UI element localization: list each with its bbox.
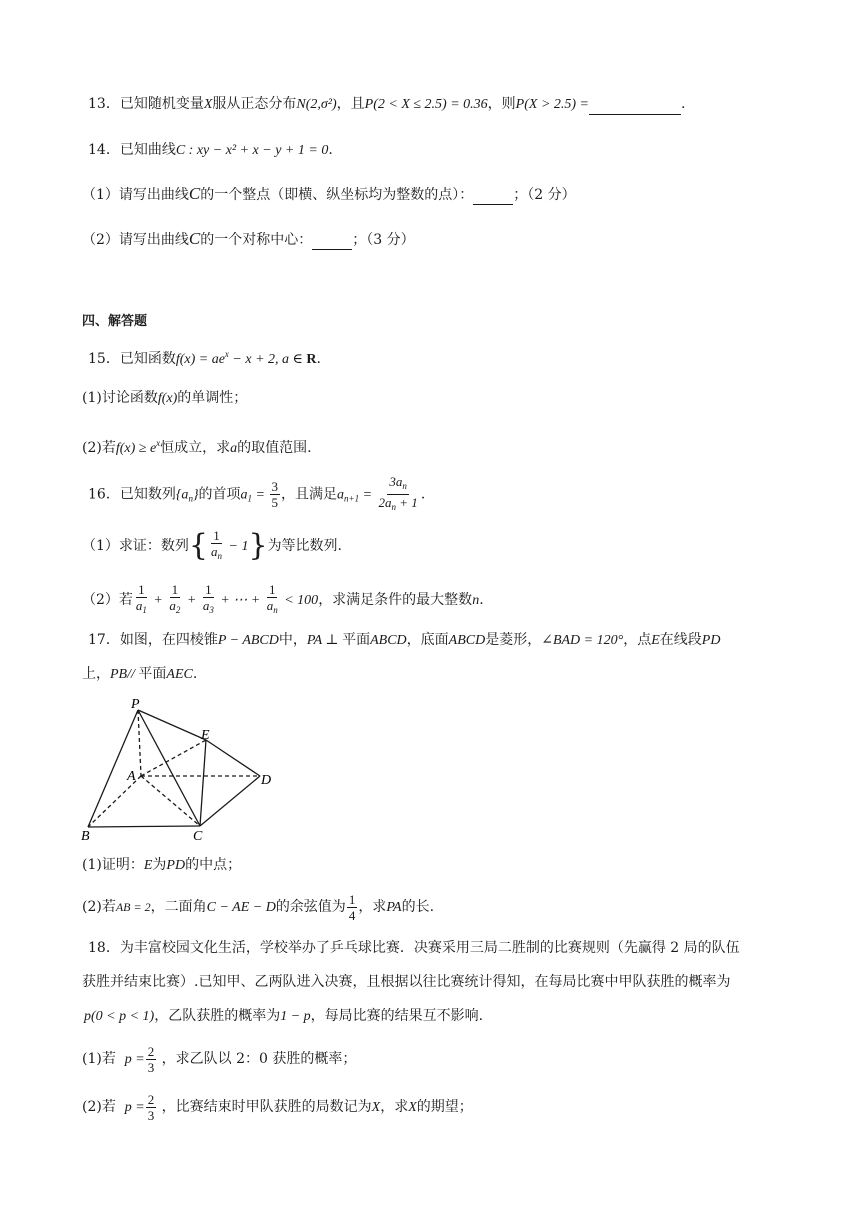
math: AB = 2 xyxy=(115,900,151,914)
pyramid-figure xyxy=(78,692,278,842)
label-P: P xyxy=(131,697,140,712)
section-title: 四、解答题 xyxy=(82,314,148,329)
math: 1 − p xyxy=(280,1009,311,1024)
text: (2)若 xyxy=(82,1099,116,1115)
text: 如图，在四棱锥 xyxy=(119,632,218,648)
question-15-part-1 xyxy=(82,388,247,409)
math: n xyxy=(402,481,407,491)
fraction xyxy=(265,582,280,618)
text: ；（2 分） xyxy=(513,187,576,203)
label-D: D xyxy=(261,773,272,788)
text: 恒成立，求 xyxy=(160,440,231,456)
fraction xyxy=(146,1092,157,1123)
text: (2)若 xyxy=(82,899,116,915)
question-number: 18． xyxy=(88,940,120,956)
math: E xyxy=(143,858,153,873)
question-13 xyxy=(88,94,685,115)
text: 已知数列 xyxy=(119,486,176,503)
denominator: 4 xyxy=(348,907,356,923)
edge-PA xyxy=(138,710,141,776)
edge-EC xyxy=(200,740,206,826)
math: + ⋯ + xyxy=(216,593,264,608)
text: ，每局比赛的结果互不影响. xyxy=(310,1008,484,1024)
math: N(2,σ²) xyxy=(296,97,337,112)
text: 的中点； xyxy=(185,857,242,873)
text: 的期望； xyxy=(416,1099,473,1115)
text: 的一个整点（即横、纵坐标均为整数的点）： xyxy=(200,187,474,203)
question-17-line-2 xyxy=(82,664,197,685)
math: C xyxy=(188,229,201,248)
math: 3a xyxy=(389,474,403,489)
fraction xyxy=(347,892,358,923)
math: x xyxy=(156,438,161,448)
denominator: 3 xyxy=(147,1059,155,1075)
text: （2）请写出曲线 xyxy=(82,232,189,248)
label-A: A xyxy=(127,769,136,784)
question-number: 14． xyxy=(88,142,120,158)
question-number: 15． xyxy=(88,351,120,367)
text: 上， xyxy=(82,666,110,682)
text: 的余弦值为 xyxy=(275,899,346,915)
math: AEC xyxy=(166,667,193,682)
math: x xyxy=(224,349,229,359)
numerator: 1 xyxy=(213,528,220,543)
math: 2a xyxy=(378,495,392,510)
math: − 1 xyxy=(225,539,249,554)
text: ，且 xyxy=(336,96,365,112)
text: ，求乙队以 2：0 获胜的概率； xyxy=(161,1051,357,1067)
text: . xyxy=(192,666,198,682)
math: f(x) ≥ e xyxy=(115,441,157,456)
text: ，乙队获胜的概率为 xyxy=(154,1008,281,1024)
math: p(0 < p < 1) xyxy=(84,1009,155,1024)
text: ，求 xyxy=(380,1099,409,1115)
question-15 xyxy=(88,344,321,370)
question-17-part-2 xyxy=(82,890,434,925)
text: 平面 xyxy=(138,666,167,682)
text: (1)证明： xyxy=(82,857,144,873)
text: （2）若 xyxy=(82,592,133,608)
math: a xyxy=(240,487,248,503)
question-15-part-2 xyxy=(82,433,312,459)
text: 已知随机变量 xyxy=(119,96,204,112)
edge-AE xyxy=(141,740,206,776)
edge-AC xyxy=(141,776,200,826)
math: C xyxy=(188,184,201,203)
math: PD xyxy=(701,633,721,648)
math: n xyxy=(472,593,480,608)
text: 中， xyxy=(278,632,307,648)
math: n xyxy=(391,502,397,512)
text: 服从正态分布 xyxy=(212,96,297,112)
math: p = xyxy=(124,1052,145,1067)
denominator: 5 xyxy=(271,495,278,510)
text: 为等比数列. xyxy=(267,538,343,554)
math: P(X > 2.5) = xyxy=(515,97,589,112)
math: a xyxy=(202,598,210,613)
edge-BC xyxy=(88,826,200,827)
text: . xyxy=(681,96,686,112)
text: ，则 xyxy=(487,96,516,112)
fraction xyxy=(134,582,149,618)
fraction xyxy=(146,1044,157,1075)
text: ，求满足条件的最大整数 xyxy=(318,592,473,608)
math: } xyxy=(192,487,199,503)
text: (1)讨论函数 xyxy=(82,390,158,406)
answer-blank[interactable] xyxy=(473,190,513,205)
question-14-part-2 xyxy=(82,229,415,250)
math: 2 xyxy=(175,605,181,615)
text: 的首项 xyxy=(198,486,241,503)
math: − x + 2, a ∈ xyxy=(228,352,307,367)
right-brace-icon: } xyxy=(248,528,268,563)
math: ∠BAD = 120° xyxy=(541,633,624,648)
text: . xyxy=(328,142,333,158)
numerator: 2 xyxy=(147,1091,155,1107)
text: 的一个对称中心： xyxy=(200,232,313,248)
text: 的取值范围. xyxy=(237,440,312,456)
math: = xyxy=(252,487,269,503)
text: 的单调性； xyxy=(177,390,248,406)
question-number: 13． xyxy=(88,96,120,112)
math: = xyxy=(359,487,376,503)
math: P − ABCD xyxy=(217,633,279,648)
question-17-part-1 xyxy=(82,855,241,876)
text: 为丰富校园文化生活，学校举办了乒乓球比赛．决赛采用三局二胜制的比赛规则（先赢得 2 局的队伍 xyxy=(119,940,740,956)
text: 获胜并结束比赛）.已知甲、乙两队进入决赛，且根据以往比赛统计得知，在每局比赛中甲队获胜的概率为 xyxy=(82,974,731,990)
numerator: 1 xyxy=(268,582,276,597)
math: C : xy − x² + x − y + 1 = 0 xyxy=(175,143,329,158)
math: a xyxy=(169,598,176,613)
math: PA xyxy=(386,900,402,915)
question-18-line-3 xyxy=(84,1006,483,1027)
math: n xyxy=(188,493,193,504)
text: 已知曲线 xyxy=(119,142,176,158)
denominator: 3 xyxy=(147,1107,155,1123)
question-16-part-1 xyxy=(82,528,342,564)
question-17 xyxy=(88,630,720,651)
edge-PE xyxy=(138,710,206,740)
fraction xyxy=(270,479,281,510)
math: 1 xyxy=(142,605,147,615)
question-16 xyxy=(88,474,425,516)
denominator xyxy=(377,495,420,515)
text: 已知函数 xyxy=(119,351,176,367)
numerator: 3 xyxy=(271,479,278,494)
text: . xyxy=(316,351,321,367)
math: p = xyxy=(124,1100,145,1115)
math: X xyxy=(408,1100,417,1115)
text: 在线段 xyxy=(659,632,702,648)
fraction xyxy=(377,474,420,515)
denominator xyxy=(201,598,216,618)
answer-blank[interactable] xyxy=(312,235,352,250)
math: a xyxy=(337,487,344,503)
text: (1)若 xyxy=(82,1051,116,1067)
label-E: E xyxy=(201,728,210,743)
numerator: 1 xyxy=(138,582,145,597)
math: 3 xyxy=(209,605,214,615)
edge-CD xyxy=(200,776,260,826)
text: ，求 xyxy=(358,899,387,915)
fraction xyxy=(167,582,182,618)
math: E xyxy=(651,633,660,648)
numerator: 2 xyxy=(147,1043,155,1059)
math: PA ⊥ xyxy=(306,633,343,648)
math: {a xyxy=(175,487,189,503)
denominator xyxy=(134,598,149,618)
denominator xyxy=(209,544,224,564)
edge-PC xyxy=(138,710,200,826)
fraction xyxy=(201,582,216,618)
edge-ED xyxy=(206,740,260,776)
question-14 xyxy=(88,140,333,161)
math: ABCD xyxy=(370,633,407,648)
math: f(x) = ae xyxy=(175,352,225,367)
math: ABCD xyxy=(448,633,486,648)
question-16-part-2 xyxy=(82,582,484,618)
text: . xyxy=(420,486,426,503)
math: + 1 xyxy=(396,495,418,510)
text: ；（3 分） xyxy=(352,232,415,248)
denominator xyxy=(167,598,182,618)
label-C: C xyxy=(193,829,203,842)
numerator: 1 xyxy=(205,582,212,597)
math: 1 xyxy=(247,493,253,504)
text: 为 xyxy=(152,857,167,873)
question-18-line-1 xyxy=(88,938,740,958)
text: 平面 xyxy=(342,632,371,648)
left-brace-icon: { xyxy=(188,528,209,563)
text: ，且满足 xyxy=(281,486,337,503)
math: PB// xyxy=(110,667,139,682)
text: ，底面 xyxy=(406,632,449,648)
question-18-part-2 xyxy=(82,1090,473,1125)
answer-blank[interactable] xyxy=(589,100,681,115)
math: C − AE − D xyxy=(206,900,276,915)
text: （1）求证：数列 xyxy=(82,538,189,554)
math: X xyxy=(203,97,213,112)
math: a xyxy=(135,598,143,613)
question-14-part-1 xyxy=(82,184,576,205)
text: ，比赛结束时甲队获胜的局数记为 xyxy=(161,1099,372,1115)
question-number: 17． xyxy=(88,632,120,648)
question-18-line-2 xyxy=(82,972,730,992)
text: （1）请写出曲线 xyxy=(82,187,189,203)
math: n xyxy=(273,605,278,615)
math: < 100 xyxy=(280,593,319,608)
fraction xyxy=(209,528,224,564)
math: n+1 xyxy=(344,493,360,504)
math: f(x) xyxy=(157,391,178,406)
question-number: 16． xyxy=(88,486,120,503)
text: 是菱形， xyxy=(485,632,542,648)
math: a xyxy=(211,544,218,559)
math: + xyxy=(183,593,200,608)
numerator xyxy=(387,474,409,495)
math: R xyxy=(306,352,317,367)
question-18-part-1 xyxy=(82,1042,356,1077)
label-B: B xyxy=(81,829,90,842)
numerator: 1 xyxy=(348,891,356,907)
math: a xyxy=(230,441,238,456)
math: a xyxy=(266,598,274,613)
math: + xyxy=(149,593,167,608)
text: (2)若 xyxy=(82,440,116,456)
math: X xyxy=(371,1100,381,1115)
math: P(2 < X ≤ 2.5) = 0.36 xyxy=(364,97,488,112)
text: ，二面角 xyxy=(150,899,207,915)
text: . xyxy=(479,592,484,608)
denominator xyxy=(265,598,280,618)
numerator: 1 xyxy=(171,582,179,597)
math: n xyxy=(217,551,223,561)
text: 的长. xyxy=(401,899,435,915)
math: PD xyxy=(166,858,186,873)
text: ，点 xyxy=(623,632,652,648)
